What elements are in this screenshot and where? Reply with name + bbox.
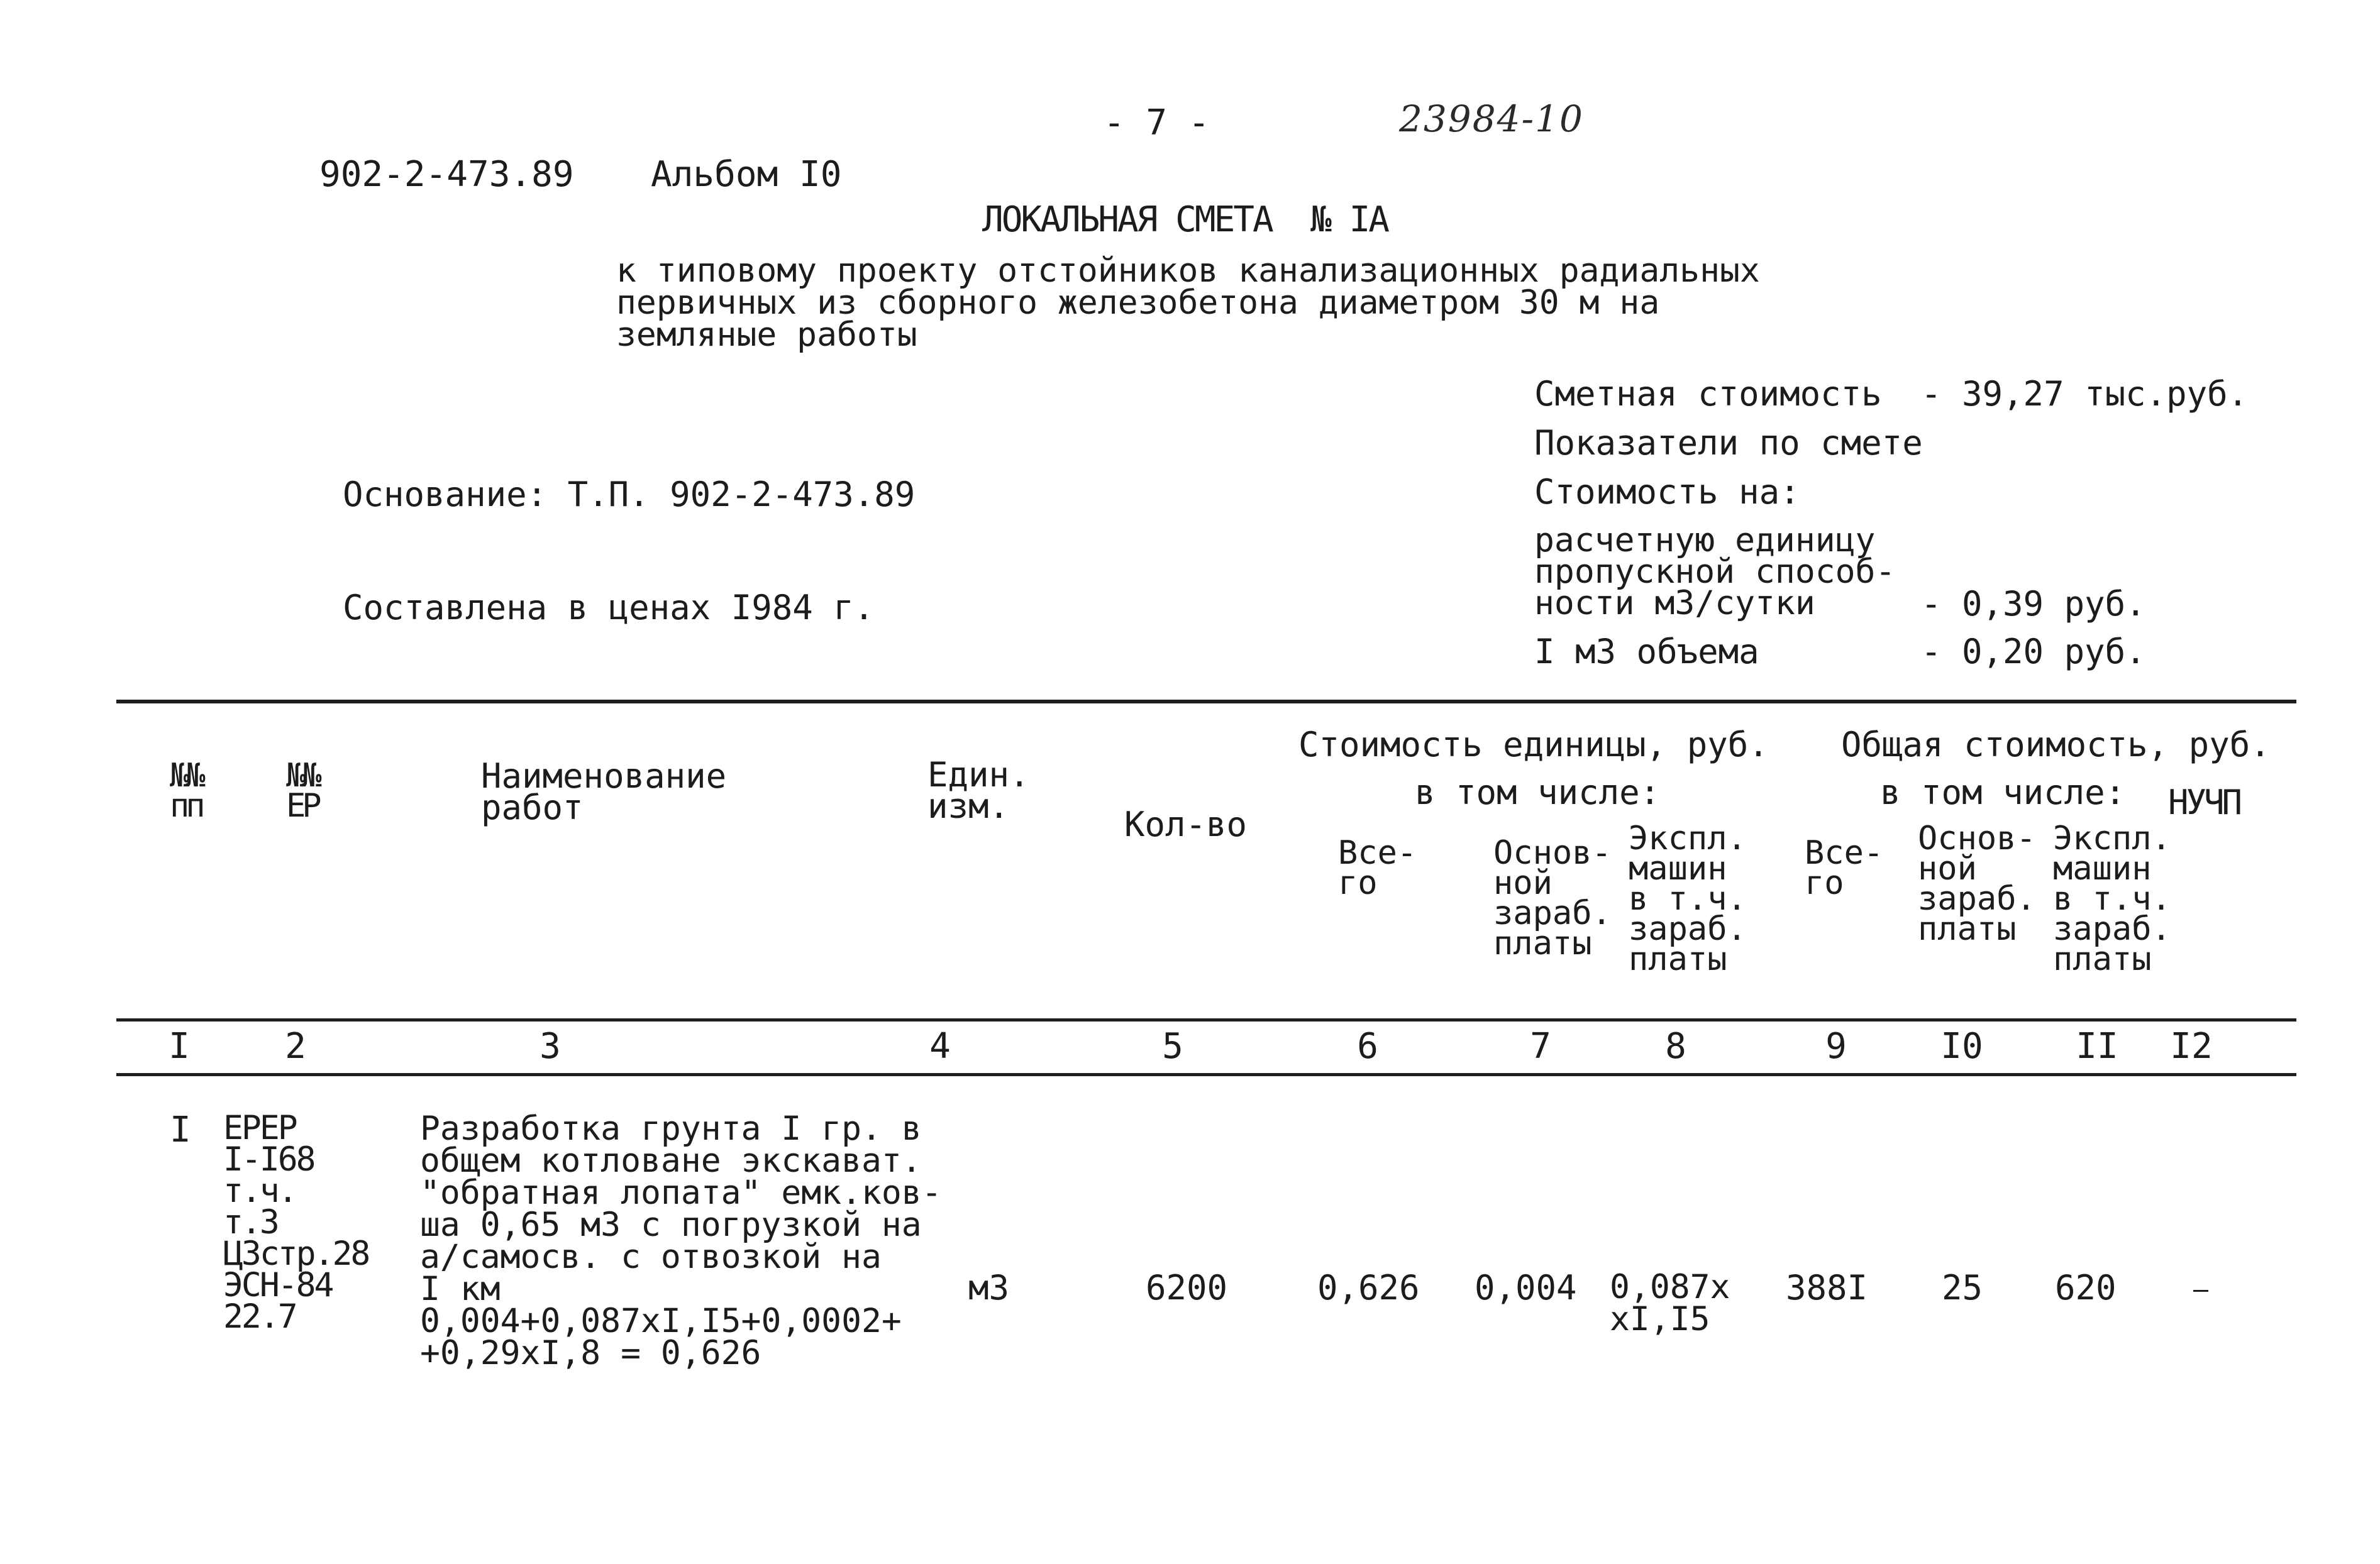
header-total-cost-group: Общая стоимость, руб. xyxy=(1841,725,2271,764)
table-top-rule xyxy=(116,700,2296,703)
table-header-rule xyxy=(116,1018,2296,1022)
col-number-6: 6 xyxy=(1357,1026,1378,1067)
page-number: - 7 - xyxy=(1104,102,1210,143)
indicators-label: Показатели по смете xyxy=(1534,423,1923,463)
col-number-11: II xyxy=(2076,1026,2118,1067)
header-unit-cost-group: Стоимость единицы, руб. xyxy=(1298,725,1769,764)
row-qty: 6200 xyxy=(1146,1268,1228,1308)
header-nuchp: НУЧП xyxy=(2168,783,2240,822)
header-unit-total: Все- го xyxy=(1338,834,1417,902)
header-no-pp: №№ пп xyxy=(170,757,202,825)
row-total-total: 388I xyxy=(1786,1268,1868,1308)
row-total-machines: 620 xyxy=(2055,1268,2117,1308)
prices-text: Составлена в ценах I984 г. xyxy=(343,588,875,627)
column-numbers-rule xyxy=(116,1073,2296,1076)
cost-for-label: Стоимость на: xyxy=(1534,472,1800,512)
row-er: ЕРЕР I-I68 т.ч. т.3 Ц3стр.28 ЭСН-84 22.7 xyxy=(223,1109,369,1336)
estimated-cost-value: - 39,27 тыс.руб. xyxy=(1921,374,2249,414)
header-name: Наименование работ xyxy=(481,756,727,827)
basis-text: Основание: Т.П. 902-2-473.89 xyxy=(343,475,916,514)
header-unit-wage: Основ- ной зараб. платы xyxy=(1493,834,1612,962)
volume-label: I м3 объема xyxy=(1534,632,1759,671)
col-number-1: I xyxy=(169,1026,190,1067)
row-no: I xyxy=(170,1110,191,1150)
row-nuchp-dash xyxy=(2193,1290,2208,1292)
col-number-7: 7 xyxy=(1530,1026,1551,1067)
estimated-cost-label: Сметная стоимость xyxy=(1534,374,1882,414)
col-number-5: 5 xyxy=(1162,1026,1183,1067)
col-number-8: 8 xyxy=(1665,1026,1686,1067)
unit-capacity-value: - 0,39 руб. xyxy=(1921,584,2146,624)
row-unit-total: 0,626 xyxy=(1317,1268,1420,1308)
col-number-10: I0 xyxy=(1940,1026,1983,1067)
header-total-cost-incl: в том числе: xyxy=(1880,773,2126,812)
col-number-3: 3 xyxy=(540,1026,561,1067)
col-number-9: 9 xyxy=(1825,1026,1847,1067)
project-code: 902-2-473.89 xyxy=(319,154,574,195)
header-total-total: Все- го xyxy=(1805,834,1884,902)
subtitle-line-1: к типовому проекту отстойников канализационных радиальных xyxy=(616,251,1760,290)
header-unit-cost-incl: в том числе: xyxy=(1415,773,1661,812)
subtitle-line-2: первичных из сборного железобетона диаметром 30 м на xyxy=(616,284,1660,322)
subtitle-line-3: земляные работы xyxy=(616,316,917,354)
document-title: ЛОКАЛЬНАЯ СМЕТА № IA xyxy=(982,199,1388,240)
album-label: Альбом I0 xyxy=(651,154,842,195)
row-unit: м3 xyxy=(968,1268,1010,1308)
unit-capacity-line-3: ности м3/сутки xyxy=(1534,584,1815,622)
unit-capacity-line-1: расчетную единицу xyxy=(1534,521,1876,559)
row-name: Разработка грунта I гр. в общем котловане экскават. "обратная лопата" емк.ков- ша 0,65 м3 с погрузкой на а/самосв. с отвозкой на I км 0,004+0,087хI,I5+0,0002+ +0,29хI,8 = 0,626 xyxy=(420,1110,942,1372)
handwritten-number: 23984-10 xyxy=(1399,97,1584,140)
header-unit-machines: Экспл. машин в т.ч. зараб. платы xyxy=(1629,820,1747,978)
col-number-2: 2 xyxy=(285,1026,306,1067)
unit-capacity-line-2: пропускной способ- xyxy=(1534,553,1896,591)
col-number-4: 4 xyxy=(929,1026,951,1067)
header-total-wage: Основ- ной зараб. платы xyxy=(1918,820,2036,948)
header-no-er: №№ ЕР xyxy=(286,757,318,825)
header-total-machines: Экспл. машин в т.ч. зараб. платы xyxy=(2053,820,2171,978)
header-unit: Един. изм. xyxy=(927,755,1030,826)
header-qty: Кол-во xyxy=(1124,805,1248,844)
volume-value: - 0,20 руб. xyxy=(1921,632,2146,671)
row-unit-wage: 0,004 xyxy=(1475,1268,1577,1308)
col-number-12: I2 xyxy=(2170,1026,2213,1067)
row-unit-machines: 0,087х хI,I5 xyxy=(1610,1268,1730,1338)
row-total-wage: 25 xyxy=(1942,1268,1983,1308)
